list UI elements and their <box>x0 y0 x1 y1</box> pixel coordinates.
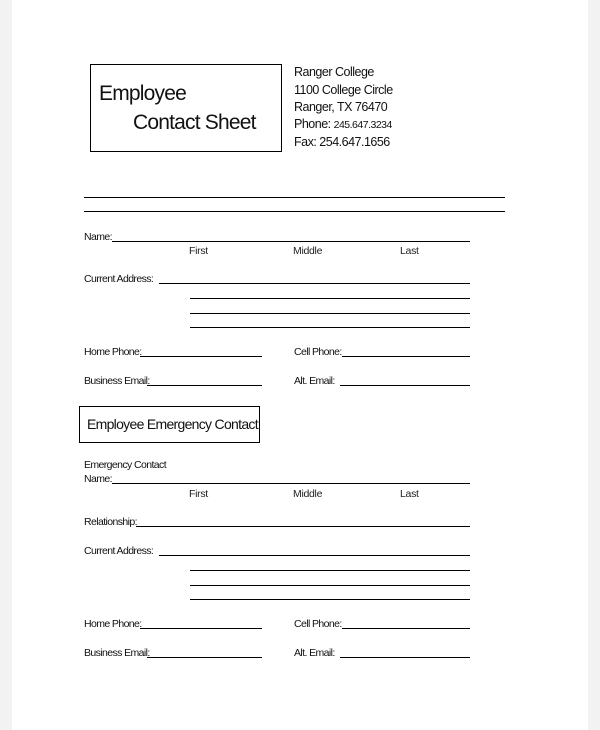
emergency-contact-label: Emergency Contact <box>84 459 167 471</box>
address-line-2[interactable] <box>190 298 470 299</box>
emergency-section-box <box>79 406 260 443</box>
emergency-home-phone-line[interactable] <box>140 628 262 629</box>
college-phone <box>294 117 392 131</box>
emergency-address-line-4[interactable] <box>190 599 470 600</box>
title-box <box>90 64 282 152</box>
emergency-home-phone-label: Home Phone: <box>84 618 142 630</box>
last-label: Last <box>400 245 419 257</box>
emergency-address-line-2[interactable] <box>190 570 470 571</box>
alt-email-line[interactable] <box>340 385 470 386</box>
title-line-2: Contact Sheet <box>133 111 256 134</box>
emergency-cell-phone-line[interactable] <box>342 628 470 629</box>
emergency-address-line-3[interactable] <box>190 585 470 586</box>
address-label: Current Address: <box>84 273 154 285</box>
emergency-first-label: First <box>189 488 208 500</box>
fax-label: Fax: <box>294 135 317 149</box>
name-field-line[interactable] <box>112 241 470 242</box>
emergency-name-label: Name: <box>84 473 112 485</box>
document-page <box>12 0 588 730</box>
emergency-middle-label: Middle <box>293 488 323 500</box>
business-email-line[interactable] <box>147 385 262 386</box>
address-line-3[interactable] <box>190 313 470 314</box>
phone-value: 245.647.3234 <box>333 119 392 131</box>
emergency-alt-email-line[interactable] <box>340 657 470 658</box>
relationship-line[interactable] <box>136 526 470 527</box>
emergency-name-line[interactable] <box>112 483 470 484</box>
college-city: Ranger, TX 76470 <box>294 100 388 114</box>
middle-label: Middle <box>293 245 323 257</box>
emergency-alt-email-label: Alt. Email: <box>294 647 335 659</box>
cell-phone-label: Cell Phone: <box>294 346 342 358</box>
emergency-address-line-1[interactable] <box>159 555 470 556</box>
emergency-cell-phone-label: Cell Phone: <box>294 618 342 630</box>
emergency-business-email-line[interactable] <box>147 657 262 658</box>
address-line-4[interactable] <box>190 327 470 328</box>
header-rule-1 <box>84 197 505 198</box>
alt-email-label: Alt. Email: <box>294 375 335 387</box>
emergency-business-email-label: Business Email: <box>84 647 150 659</box>
header-rule-2 <box>84 211 505 212</box>
title-line-1: Employee <box>99 82 186 105</box>
cell-phone-line[interactable] <box>342 356 470 357</box>
home-phone-line[interactable] <box>140 356 262 357</box>
address-line-1[interactable] <box>159 283 470 284</box>
home-phone-label: Home Phone: <box>84 346 142 358</box>
name-label: Name: <box>84 231 112 243</box>
emergency-section-title: Employee Emergency Contact <box>87 416 258 432</box>
emergency-last-label: Last <box>400 488 419 500</box>
college-street: 1100 College Circle <box>294 83 393 97</box>
relationship-label: Relationship: <box>84 516 137 528</box>
college-fax <box>294 135 390 149</box>
phone-label: Phone: <box>294 117 331 131</box>
college-name: Ranger College <box>294 65 374 79</box>
fax-value: 254.647.1656 <box>319 135 390 149</box>
business-email-label: Business Email: <box>84 375 150 387</box>
first-label: First <box>189 245 208 257</box>
emergency-address-label: Current Address: <box>84 545 154 557</box>
